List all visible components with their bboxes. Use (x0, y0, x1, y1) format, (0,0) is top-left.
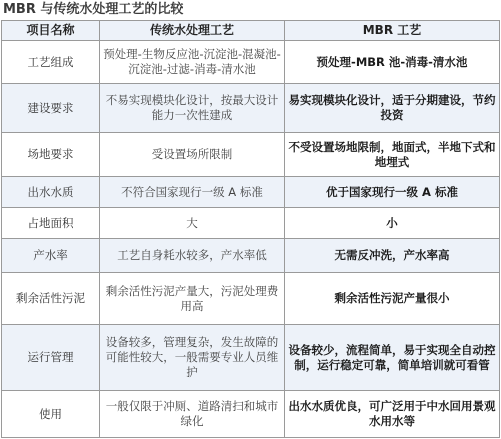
table-row (2, 41, 500, 84)
row-mbr: 易实现模块化设计，适于分期建设，节约投资 (285, 84, 500, 133)
table-row (2, 177, 500, 208)
table-row (2, 208, 500, 239)
row-mbr: 无需反冲洗，产水率高 (285, 239, 500, 273)
table-row (2, 239, 500, 273)
header-mbr: MBR 工艺 (285, 21, 500, 41)
row-mbr: 设备较少，流程简单，易于实现全自动控制，运行稳定可靠，简单培训就可看管 (285, 325, 500, 391)
table-row (2, 84, 500, 133)
row-name: 使用 (2, 391, 100, 438)
table-header-row (2, 21, 500, 41)
table-row (2, 273, 500, 325)
row-traditional: 不符合国家现行一级 A 标准 (100, 177, 285, 208)
row-mbr: 不受设置场地限制，地面式，半地下式和地埋式 (285, 133, 500, 177)
header-item-name: 项目名称 (2, 21, 100, 41)
row-traditional: 剩余活性污泥产量大，污泥处理费用高 (100, 273, 285, 325)
row-mbr: 预处理-MBR 池-消毒-清水池 (285, 41, 500, 84)
row-traditional: 工艺自身耗水较多，产水率低 (100, 239, 285, 273)
row-name: 场地要求 (2, 133, 100, 177)
table-row (2, 325, 500, 391)
row-name: 占地面积 (2, 208, 100, 239)
row-name: 剩余活性污泥 (2, 273, 100, 325)
row-traditional: 一般仅限于冲厕、道路清扫和城市绿化 (100, 391, 285, 438)
row-mbr: 出水水质优良，可广泛用于中水回用景观水用水等 (285, 391, 500, 438)
row-name: 建设要求 (2, 84, 100, 133)
row-name: 出水水质 (2, 177, 100, 208)
row-name: 产水率 (2, 239, 100, 273)
row-name: 工艺组成 (2, 41, 100, 84)
row-traditional: 大 (100, 208, 285, 239)
table-row (2, 133, 500, 177)
row-mbr: 优于国家现行一级 A 标准 (285, 177, 500, 208)
table-row (2, 391, 500, 438)
row-traditional: 受设置场所限制 (100, 133, 285, 177)
row-traditional: 不易实现模块化设计，按最大设计能力一次性建成 (100, 84, 285, 133)
comparison-table (1, 20, 500, 438)
row-mbr: 剩余活性污泥产量很小 (285, 273, 500, 325)
row-name: 运行管理 (2, 325, 100, 391)
row-traditional: 设备较多，管理复杂，发生故障的可能性较大，一般需要专业人员维护 (100, 325, 285, 391)
row-traditional: 预处理-生物反应池-沉淀池-混凝池-沉淀池-过滤-消毒-清水池 (100, 41, 285, 84)
row-mbr: 小 (285, 208, 500, 239)
page-title: MBR 与传统水处理工艺的比较 (3, 2, 184, 17)
header-traditional: 传统水处理工艺 (100, 21, 285, 41)
